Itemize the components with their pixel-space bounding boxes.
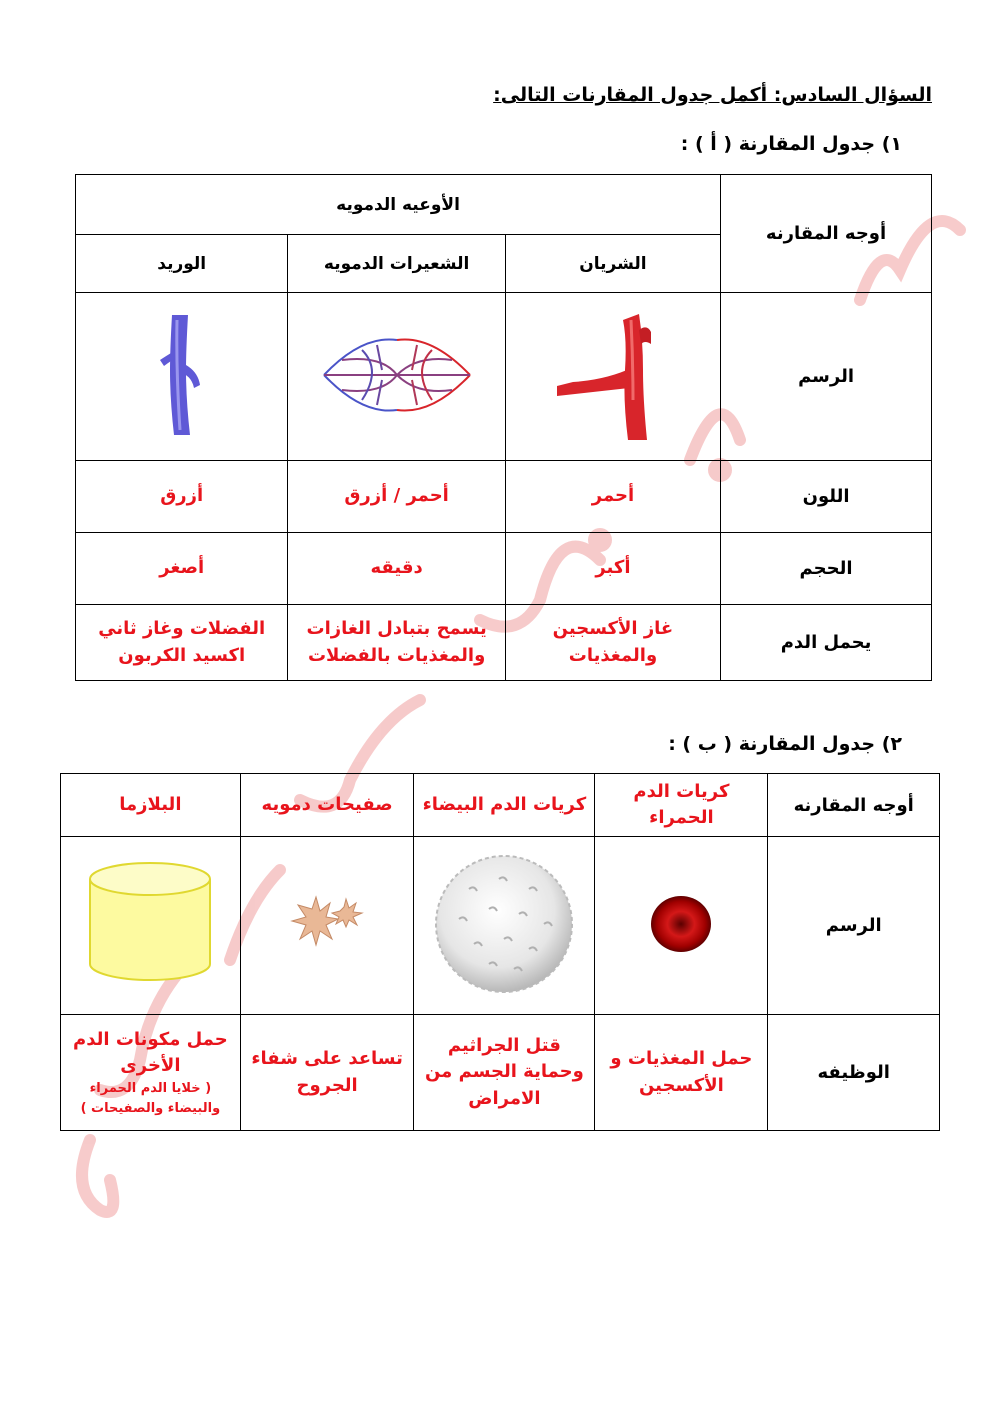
red-cell-function: حمل المغذيات و الأكسجين (595, 1015, 768, 1131)
comparison-table-b (60, 773, 940, 1131)
table-a-title: ١) جدول المقارنة ( أ ) : (680, 133, 902, 155)
white-blood-cell-image (429, 849, 579, 999)
aspects-header: أوجه المقارنه (721, 175, 932, 293)
column-platelets: صفيحات دمويه (240, 774, 414, 837)
artery-size: أكبر (505, 533, 720, 605)
plasma-image (80, 859, 220, 989)
row-label-color: اللون (721, 461, 932, 533)
column-plasma: البلازما (61, 774, 241, 837)
comparison-table-a (75, 174, 932, 681)
artery-image (553, 300, 673, 450)
plasma-function-note: ( خلايا الدم الحمراء والبيضاء والصفيحات ) (80, 1081, 221, 1116)
column-artery: الشريان (505, 235, 720, 293)
aspects-header-b: أوجه المقارنه (768, 774, 940, 837)
platelets-image (282, 889, 372, 959)
capillaries-cell (288, 293, 505, 461)
table-b-title: ٢) جدول المقارنة ( ب ) : (668, 733, 902, 755)
column-red-blood-cells: كريات الدم الحمراء (595, 774, 768, 837)
red-cell-cell (595, 837, 768, 1015)
blood-vessels-header: الأوعيه الدمويه (76, 175, 721, 235)
row-label-drawing: الرسم (721, 293, 932, 461)
row-label-carries-blood: يحمل الدم (721, 605, 932, 681)
column-capillaries: الشعيرات الدمويه (288, 235, 505, 293)
vein-size: أصغر (76, 533, 288, 605)
artery-cell (505, 293, 720, 461)
plasma-cell (61, 837, 241, 1015)
row-label-size: الحجم (721, 533, 932, 605)
vein-cell (76, 293, 288, 461)
vein-color: أزرق (76, 461, 288, 533)
vein-carries: الفضلات وغاز ثاني اكسيد الكربون (76, 605, 288, 681)
column-white-blood-cells: كريات الدم البيضاء (414, 774, 595, 837)
artery-color: أحمر (505, 461, 720, 533)
capillaries-color: أحمر / أزرق (288, 461, 505, 533)
row-label-drawing-b: الرسم (768, 837, 940, 1015)
vein-image (142, 310, 222, 440)
platelets-cell (240, 837, 414, 1015)
capillaries-carries: يسمح بتبادل الغازات والمغذيات بالفضلات (288, 605, 505, 681)
red-blood-cell-image (646, 889, 716, 959)
capillaries-image (322, 330, 472, 420)
capillaries-size: دقيقه (288, 533, 505, 605)
white-cell-cell (414, 837, 595, 1015)
plasma-function (61, 1015, 241, 1131)
row-label-function: الوظيفه (768, 1015, 940, 1131)
column-vein: الوريد (76, 235, 288, 293)
question-title: السؤال السادس: أكمل جدول المقارنات التالى: (493, 84, 932, 106)
artery-carries: غاز الأكسجين والمغذيات (505, 605, 720, 681)
white-cell-function: قتل الجراثيم وحماية الجسم من الامراض (414, 1015, 595, 1131)
platelets-function: تساعد على شفاء الجروح (240, 1015, 414, 1131)
plasma-function-main: حمل مكونات الدم الأخرى (73, 1028, 228, 1076)
